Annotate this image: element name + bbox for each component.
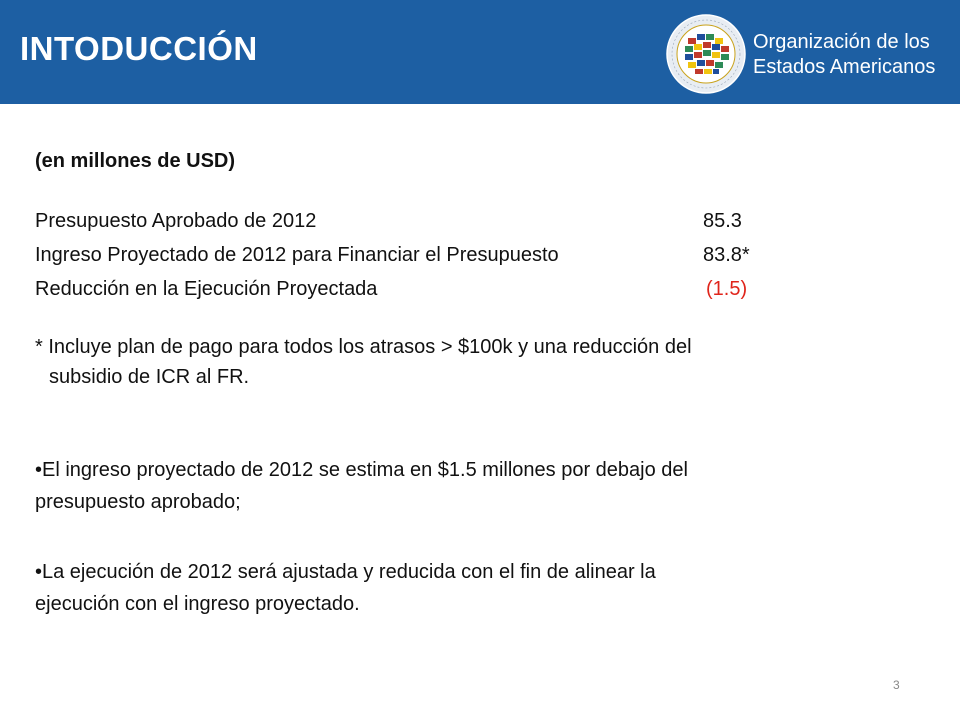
footnote: [35, 332, 915, 392]
bullet-line: •El ingreso proyectado de 2012 se estima en $1.5 millones por debajo del: [35, 459, 688, 481]
budget-row-label: Reducción en la Ejecución Proyectada: [35, 278, 378, 300]
budget-row-label: Presupuesto Aprobado de 2012: [35, 210, 317, 232]
slide-body: [35, 146, 915, 620]
slide-title: INTODUCCIÓN: [20, 30, 258, 67]
bullet-line: ejecución con el ingreso proyectado.: [35, 593, 360, 615]
budget-row: [35, 206, 915, 240]
footnote-line: * Incluye plan de pago para todos los atrasos > $100k y una reducción del: [35, 336, 692, 358]
oas-seal-logo: [666, 14, 746, 94]
bullet-paragraph: [35, 454, 915, 518]
budget-row-label: Ingreso Proyectado de 2012 para Financiar el Presupuesto: [35, 244, 559, 266]
budget-row: [35, 274, 915, 308]
budget-row-value: 85.3: [703, 210, 742, 232]
unit-note: (en millones de USD): [35, 150, 236, 172]
bullet-line: presupuesto aprobado;: [35, 491, 241, 513]
bullet-paragraph: [35, 556, 915, 620]
page-number: 3: [893, 678, 900, 692]
organization-name-line2: Estados Americanos: [753, 56, 936, 78]
budget-row-value: 83.8*: [703, 244, 750, 266]
budget-row: [35, 240, 915, 274]
slide-header: [0, 0, 960, 104]
organization-name: [753, 30, 935, 80]
organization-name-line1: Organización de los: [753, 31, 930, 53]
budget-row-value-negative: (1.5): [706, 278, 748, 300]
footnote-line: subsidio de ICR al FR.: [49, 366, 250, 388]
bullet-line: •La ejecución de 2012 será ajustada y reducida con el fin de alinear la: [35, 561, 656, 583]
